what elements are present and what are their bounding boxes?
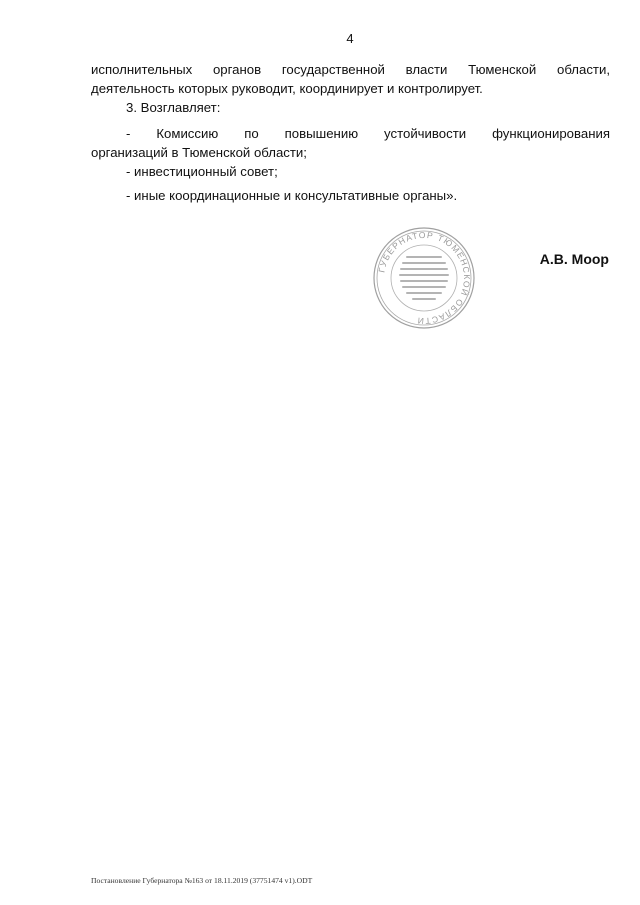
paragraph-heads (91, 98, 610, 117)
paragraph-organs (91, 60, 610, 98)
signature-name: А.В. Моор (539, 251, 609, 267)
paragraph-line: организаций в Тюменской области; (91, 145, 307, 160)
paragraph-other-bodies (91, 186, 610, 205)
paragraph-investment-council (91, 162, 610, 181)
paragraph-line: деятельность которых руководит, координирует и контролирует. (91, 81, 483, 96)
paragraph-line: исполнительных органов государственной власти Тюменской области, (91, 62, 610, 77)
svg-text:ГУБЕРНАТОР ТЮМЕНСКОЙ ОБЛАСТИ: ГУБЕРНАТОР ТЮМЕНСКОЙ ОБЛАСТИ (376, 229, 473, 327)
page-number: 4 (346, 31, 354, 46)
document-footer: Постановление Губернатора №163 от 18.11.2019 (37751474 v1).ODT (91, 876, 313, 885)
paragraph-commission (91, 124, 610, 162)
paragraph-line: - Комиссию по повышению устойчивости функционирования (126, 126, 610, 141)
paragraph-line: 3. Возглавляет: (126, 100, 221, 115)
official-seal-icon (372, 226, 476, 330)
paragraph-line: - иные координационные и консультативные органы». (126, 188, 458, 203)
paragraph-line: - инвестиционный совет; (126, 164, 278, 179)
